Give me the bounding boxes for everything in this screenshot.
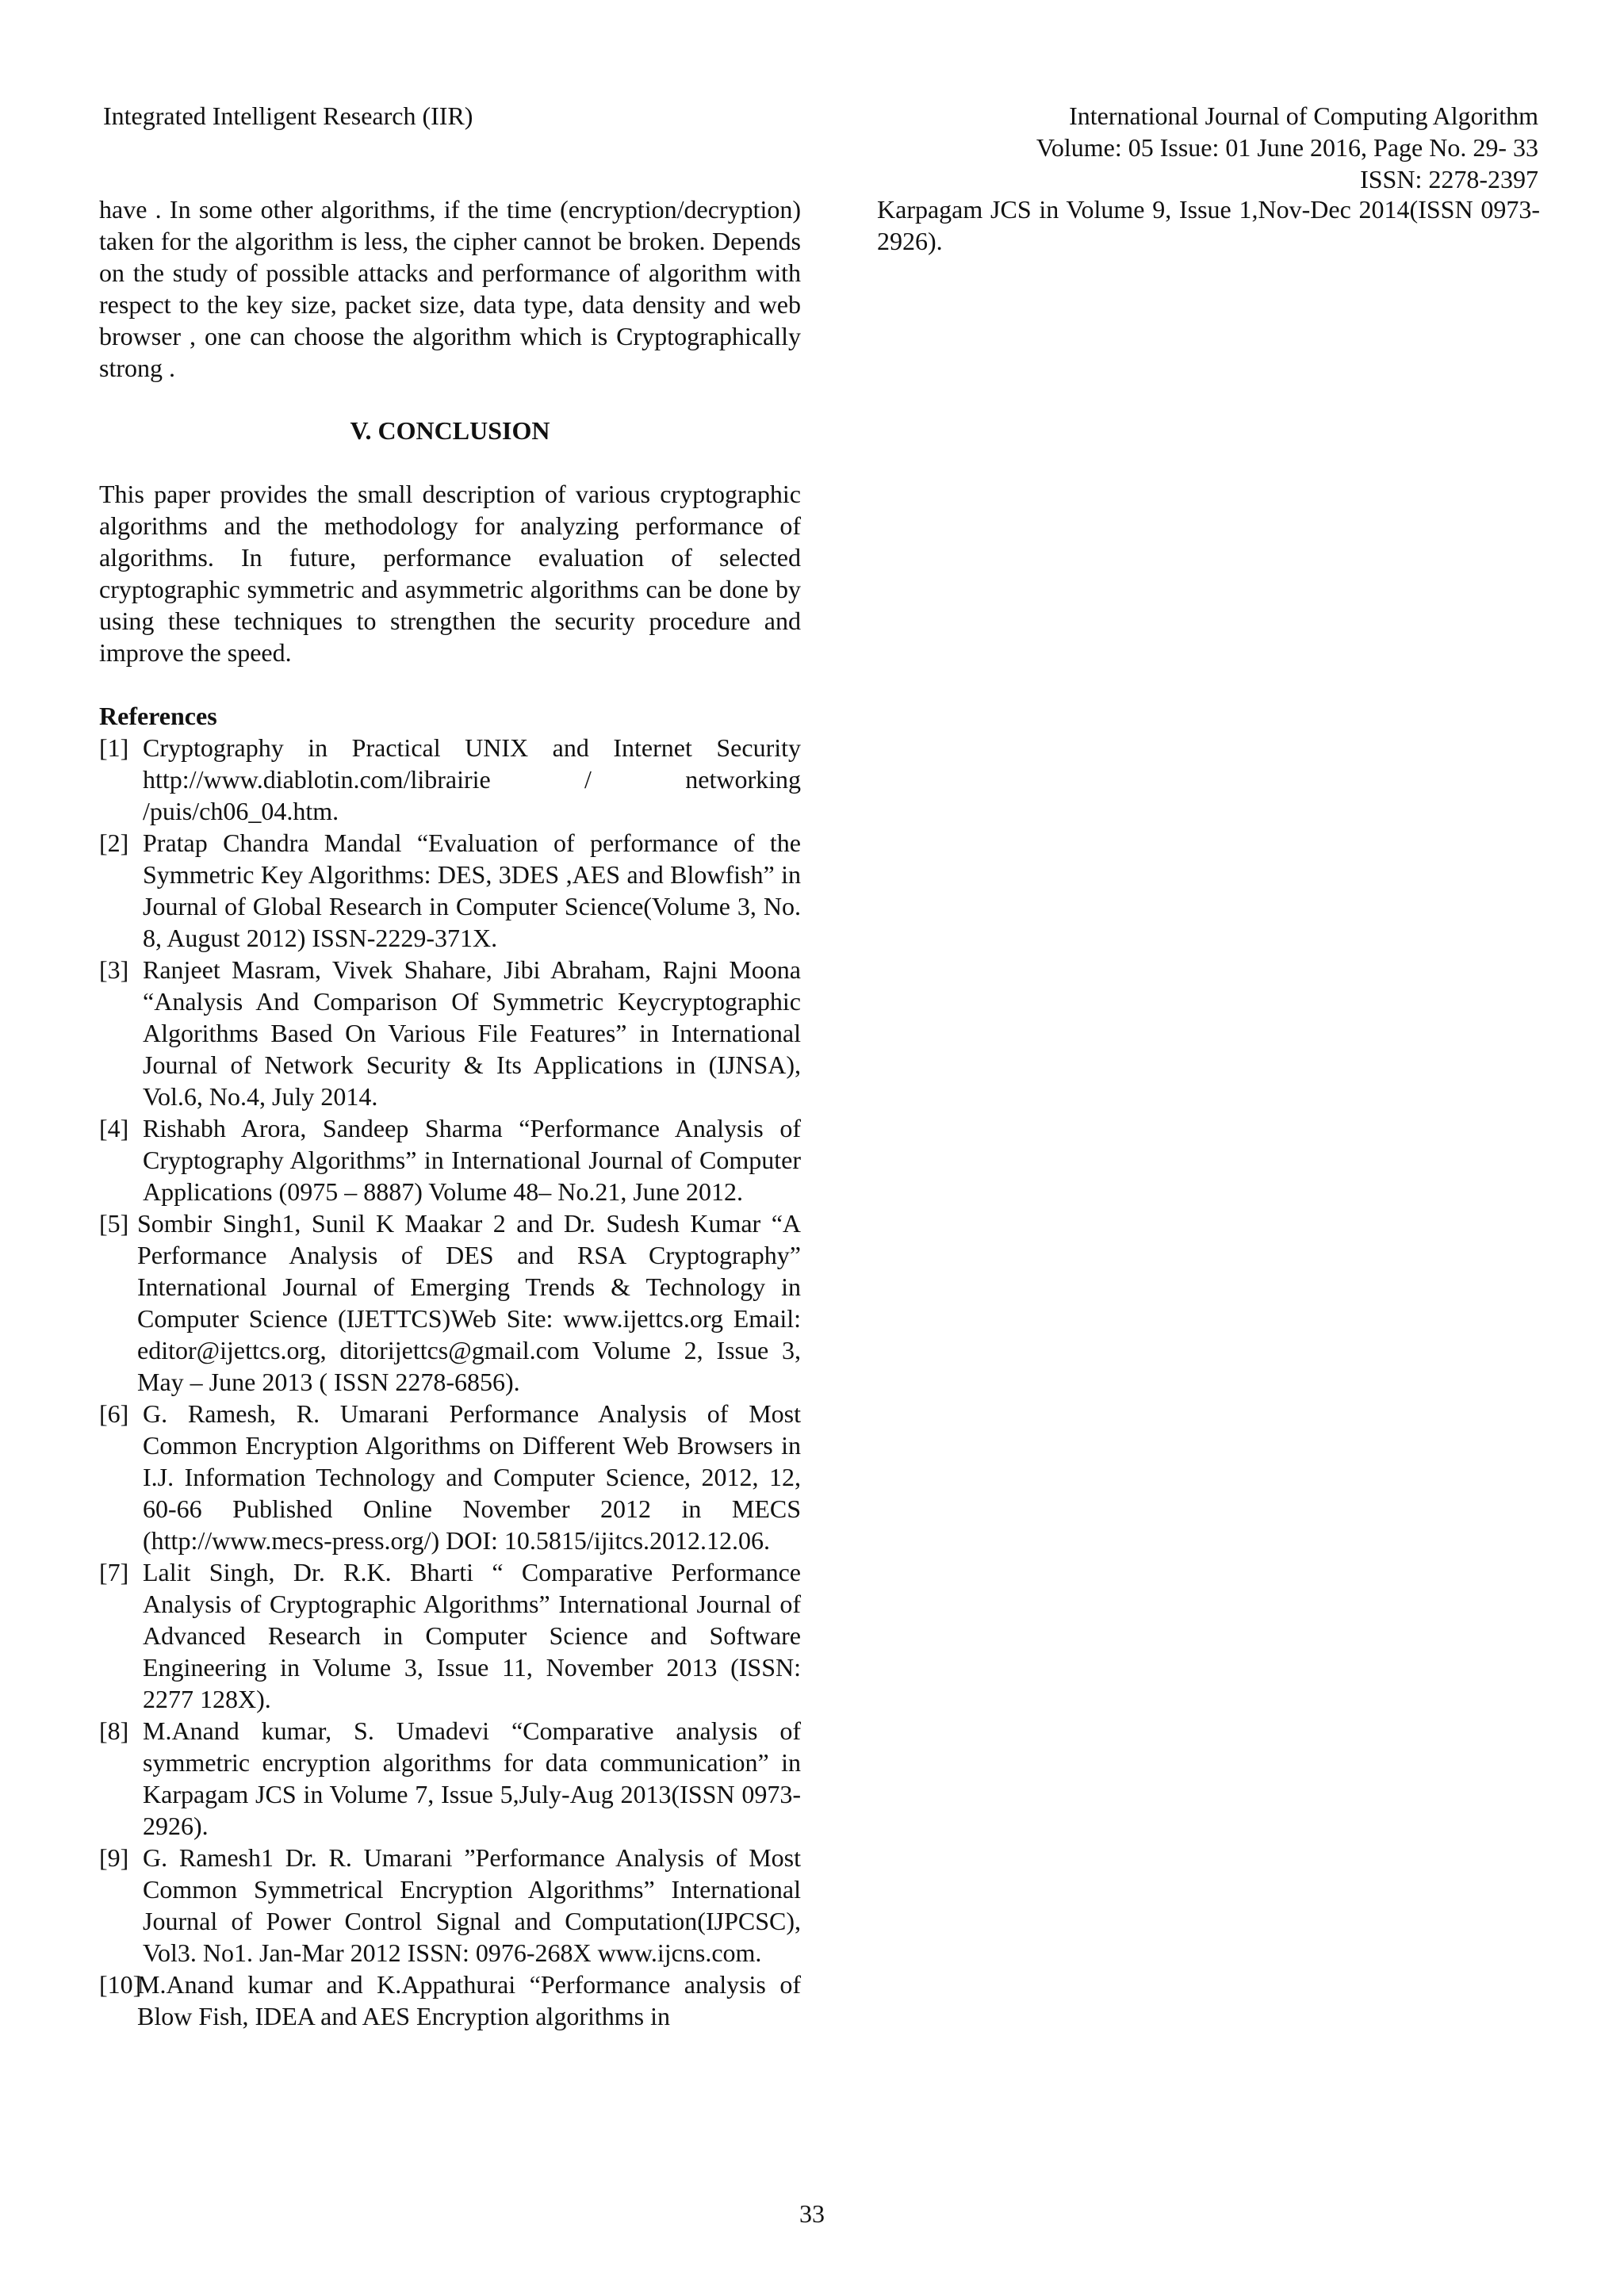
reference-text: M.Anand kumar and K.Appathurai “Performance analysis of Blow Fish, IDEA and AES Encryption algorithms in <box>137 1970 801 2030</box>
reference-continuation: Karpagam JCS in Volume 9, Issue 1,Nov-Dec 2014(ISSN 0973-2926). <box>877 195 1540 255</box>
reference-text: M.Anand kumar, S. Umadevi “Comparative analysis of symmetric encryption algorithms for data communication” in Karpagam JCS in Volume 7, Issue 5,July-Aug 2013(ISSN 0973-2926). <box>143 1716 801 1840</box>
reference-item <box>99 1842 801 1969</box>
reference-item <box>99 1112 801 1207</box>
reference-number: [5] <box>99 1209 129 1238</box>
left-column <box>99 193 801 2032</box>
reference-number: [6] <box>99 1399 129 1428</box>
reference-item <box>99 1556 801 1715</box>
reference-text: Lalit Singh, Dr. R.K. Bharti “ Comparative Performance Analysis of Cryptographic Algorithms” International Journal of Advanced Research in Computer Science and Software Engineering in Volume 3, Issue 11, November 2013 (ISSN: 2277 128X). <box>143 1558 801 1713</box>
reference-item <box>99 1715 801 1842</box>
reference-text: Sombir Singh1, Sunil K Maakar 2 and Dr. Sudesh Kumar “A Performance Analysis of DES and RSA Cryptography” International Journal of Emerging Trends & Technology in Computer Science (IJETTCS)Web Site: www.ijettcs.org Email: editor@ijettcs.org, ditorijettcs@gmail.com Volume 2, Issue 3, May – June 2013 ( ISSN 2278-6856). <box>137 1209 801 1396</box>
reference-text: Ranjeet Masram, Vivek Shahare, Jibi Abraham, Rajni Moona “Analysis And Comparison Of Symmetric Keycryptographic Algorithms Based On Various File Features” in International Journal of Network Security & Its Applications in (IJNSA), Vol.6, No.4, July 2014. <box>143 955 801 1111</box>
conclusion-heading: V. CONCLUSION <box>350 416 550 445</box>
reference-text: Rishabh Arora, Sandeep Sharma “Performance Analysis of Cryptography Algorithms” in International Journal of Computer Applications (0975 – 8887) Volume 48– No.21, June 2012. <box>143 1114 801 1206</box>
issn-line: ISSN: 2278-2397 <box>1360 165 1538 193</box>
reference-text: Cryptography in Practical UNIX and Internet Security http://www.diablotin.com/librairie / networking /puis/ch06_04.htm. <box>143 733 801 825</box>
reference-number: [3] <box>99 955 129 984</box>
reference-number: [1] <box>99 733 129 762</box>
reference-text: G. Ramesh, R. Umarani Performance Analysis of Most Common Encryption Algorithms on Different Web Browsers in I.J. Information Technology and Computer Science, 2012, 12, 60-66 Published Online November 2012 in MECS (http://www.mecs-press.org/) DOI: 10.5815/ijitcs.2012.12.06. <box>143 1399 801 1555</box>
reference-number: [9] <box>99 1843 129 1872</box>
intro-paragraph: have . In some other algorithms, if the time (encryption/decryption) taken for the algorithm is less, the cipher cannot be broken. Depends on the study of possible attacks and performance of algorithm with respect to the key size, packet size, data type, data density and web browser , one can choose the algorithm which is Cryptographically strong . <box>99 195 801 382</box>
page-number: 33 <box>799 2199 825 2228</box>
reference-text: Pratap Chandra Mandal “Evaluation of performance of the Symmetric Key Algorithms: DES, 3DES ,AES and Blowfish” in Journal of Global Research in Computer Science(Volume 3, No. 8, August 2012) ISSN-2229-371X. <box>143 828 801 952</box>
reference-number: [7] <box>99 1558 129 1586</box>
reference-item <box>99 954 801 1112</box>
journal-title-line: International Journal of Computing Algorithm <box>1069 101 1538 130</box>
reference-item <box>99 827 801 954</box>
reference-item <box>99 1969 801 2032</box>
conclusion-paragraph: This paper provides the small description of various cryptographic algorithms and the methodology for analyzing performance of algorithms. In future, performance evaluation of selected cryptographic symmetric and asymmetric algorithms can be done by using these techniques to strengthen the security procedure and improve the speed. <box>99 480 801 667</box>
reference-item <box>99 1398 801 1556</box>
reference-number: [10] <box>99 1970 142 1999</box>
right-column <box>877 193 1540 257</box>
reference-item <box>99 1207 801 1398</box>
reference-number: [8] <box>99 1716 129 1745</box>
references-heading: References <box>99 702 217 730</box>
reference-number: [2] <box>99 828 129 857</box>
reference-text: G. Ramesh1 Dr. R. Umarani ”Performance Analysis of Most Common Symmetrical Encryption Algorithms” International Journal of Power Control Signal and Computation(IJPCSC), Vol3. No1. Jan-Mar 2012 ISSN: 0976-268X www.ijcns.com. <box>143 1843 801 1967</box>
journal-name-header: Integrated Intelligent Research (IIR) <box>103 101 473 130</box>
reference-number: [4] <box>99 1114 129 1142</box>
volume-issue-line: Volume: 05 Issue: 01 June 2016, Page No. 29- 33 <box>1036 133 1538 162</box>
references-list <box>99 732 801 2032</box>
journal-info-header <box>825 100 1538 195</box>
reference-item <box>99 732 801 827</box>
